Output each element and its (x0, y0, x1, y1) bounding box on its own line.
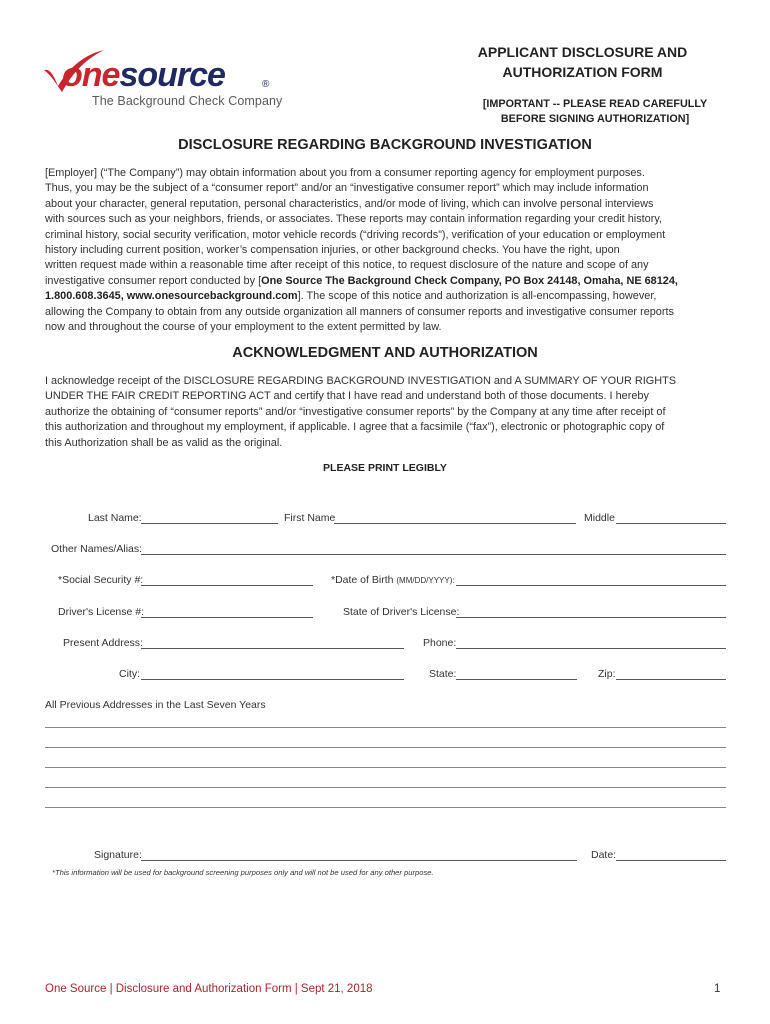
disclosure-line: now and throughout the course of your employment to the extent permitted by law. (45, 321, 442, 334)
onesource-logo (40, 46, 280, 96)
first-name-field[interactable] (334, 523, 576, 524)
phone-label: Phone: (423, 637, 457, 649)
middle-name-field[interactable] (616, 523, 726, 524)
drivers-license-field[interactable] (141, 617, 313, 618)
acknowledgment-line: UNDER THE FAIR CREDIT REPORTING ACT and certify that I have read and understand both of those documents. I hereby (45, 390, 649, 403)
previous-address-line[interactable] (45, 747, 726, 748)
previous-address-line[interactable] (45, 727, 726, 728)
acknowledgment-line: authorize the obtaining of “consumer reports” and/or “investigative consumer reports” by the Company at any time after receipt of (45, 405, 666, 418)
acknowledgment-line: this Authorization shall be as valid as the original. (45, 436, 283, 449)
signature-label: Signature: (94, 849, 142, 861)
last-name-label: Last Name: (88, 512, 142, 524)
disclosure-line: Thus, you may be the subject of a “consumer report” and/or an “investigative consumer report” which may include information (45, 182, 649, 195)
disclosure-paragraph (45, 166, 725, 335)
date-label: Date: (591, 849, 617, 861)
middle-name-label: Middle (584, 512, 615, 524)
dob-label: *Date of Birth (MM/DD/YYYY): (331, 574, 455, 586)
acknowledgment-line: this authorization and throughout my employment, if applicable. I agree that a facsimile (“fax”), electronic or photographic copy of (45, 421, 665, 434)
city-label: City: (119, 668, 140, 680)
logo-registered-mark: ® (262, 79, 270, 90)
drivers-license-label: Driver's License #: (58, 606, 145, 618)
disclosure-line: criminal history, social security verification, motor vehicle records (“driving records”), verification of your education or employment (45, 228, 666, 241)
present-address-field[interactable] (141, 648, 404, 649)
state-label: State: (429, 668, 457, 680)
acknowledgment-line: I acknowledge receipt of the DISCLOSURE REGARDING BACKGROUND INVESTIGATION and A SUMMARY OF YOUR RIGHTS (45, 375, 677, 387)
dob-field[interactable] (456, 585, 726, 586)
date-field[interactable] (616, 860, 726, 861)
print-legibly-heading: PLEASE PRINT LEGIBLY (323, 462, 447, 474)
agency-contact: One Source The Background Check Company, PO Box 24148, Omaha, NE 68124, (261, 274, 678, 287)
previous-address-line[interactable] (45, 807, 726, 808)
important-note-line1: [IMPORTANT -- PLEASE READ CAREFULLY (482, 98, 708, 110)
other-names-label: Other Names/Alias: (51, 543, 143, 555)
screening-disclaimer: *This information will be used for background screening purposes only and will not be used for any other purpose. (52, 868, 434, 877)
disclosure-line: [Employer] (“The Company”) may obtain information about you from a consumer reporting agency for employment purposes. (45, 167, 645, 179)
previous-address-line[interactable] (45, 767, 726, 768)
license-state-label: State of Driver's License: (343, 606, 460, 618)
ssn-label: *Social Security #: (58, 574, 144, 586)
important-note-line2: BEFORE SIGNING AUTHORIZATION] (500, 113, 690, 125)
important-note (470, 97, 720, 127)
zip-field[interactable] (616, 679, 726, 680)
ssn-field[interactable] (141, 585, 313, 586)
disclosure-line: investigative consumer report conducted by [One Source The Background Check Company, PO Box 24148, Omaha, NE 68124, (45, 274, 678, 287)
state-field[interactable] (456, 679, 577, 680)
disclosure-line: history including current position, worker’s compensation injuries, or other background checks. You have the right, upon (45, 244, 620, 257)
city-field[interactable] (141, 679, 404, 680)
zip-label: Zip: (598, 668, 616, 680)
last-name-field[interactable] (141, 523, 278, 524)
signature-field[interactable] (141, 860, 577, 861)
previous-addresses-label: All Previous Addresses in the Last Seven Years (45, 699, 266, 711)
other-names-field[interactable] (141, 554, 726, 555)
form-title-line1: APPLICANT DISCLOSURE AND (477, 44, 688, 60)
form-title-line2: AUTHORIZATION FORM (502, 64, 663, 80)
disclosure-line: 1.800.608.3645, www.onesourcebackground.com]. The scope of this notice and authorization is all-encompassing, however, (45, 290, 657, 303)
phone-field[interactable] (456, 648, 726, 649)
disclosure-heading: DISCLOSURE REGARDING BACKGROUND INVESTIGATION (178, 137, 592, 153)
logo-wordmark: onesource (62, 56, 225, 94)
acknowledgment-paragraph (45, 374, 725, 451)
present-address-label: Present Address: (63, 637, 143, 649)
disclosure-line: allowing the Company to obtain from any outside organization all manners of consumer reports and investigative consumer reports (45, 305, 674, 318)
previous-address-line[interactable] (45, 787, 726, 788)
page-number: 1 (714, 983, 721, 995)
form-title (440, 42, 725, 82)
page-footer: One Source | Disclosure and Authorization Form | Sept 21, 2018 (45, 983, 373, 995)
agency-phone-web: 1.800.608.3645, www.onesourcebackground.com (45, 290, 298, 303)
logo-tagline: The Background Check Company (92, 94, 283, 108)
dob-format-hint: (MM/DD/YYYY): (396, 576, 455, 585)
license-state-field[interactable] (456, 617, 726, 618)
first-name-label: First Name (284, 512, 336, 524)
disclosure-line: about your character, general reputation, personal characteristics, and/or mode of living, which can involve personal interviews (45, 197, 654, 210)
acknowledgment-heading: ACKNOWLEDGMENT AND AUTHORIZATION (232, 345, 538, 361)
disclosure-line: written request made within a reasonable time after receipt of this notice, to request disclosure of the nature and scope of any (45, 259, 649, 272)
disclosure-line: with sources such as your neighbors, friends, or associates. These reports may contain information regarding your credit history, (45, 213, 663, 226)
